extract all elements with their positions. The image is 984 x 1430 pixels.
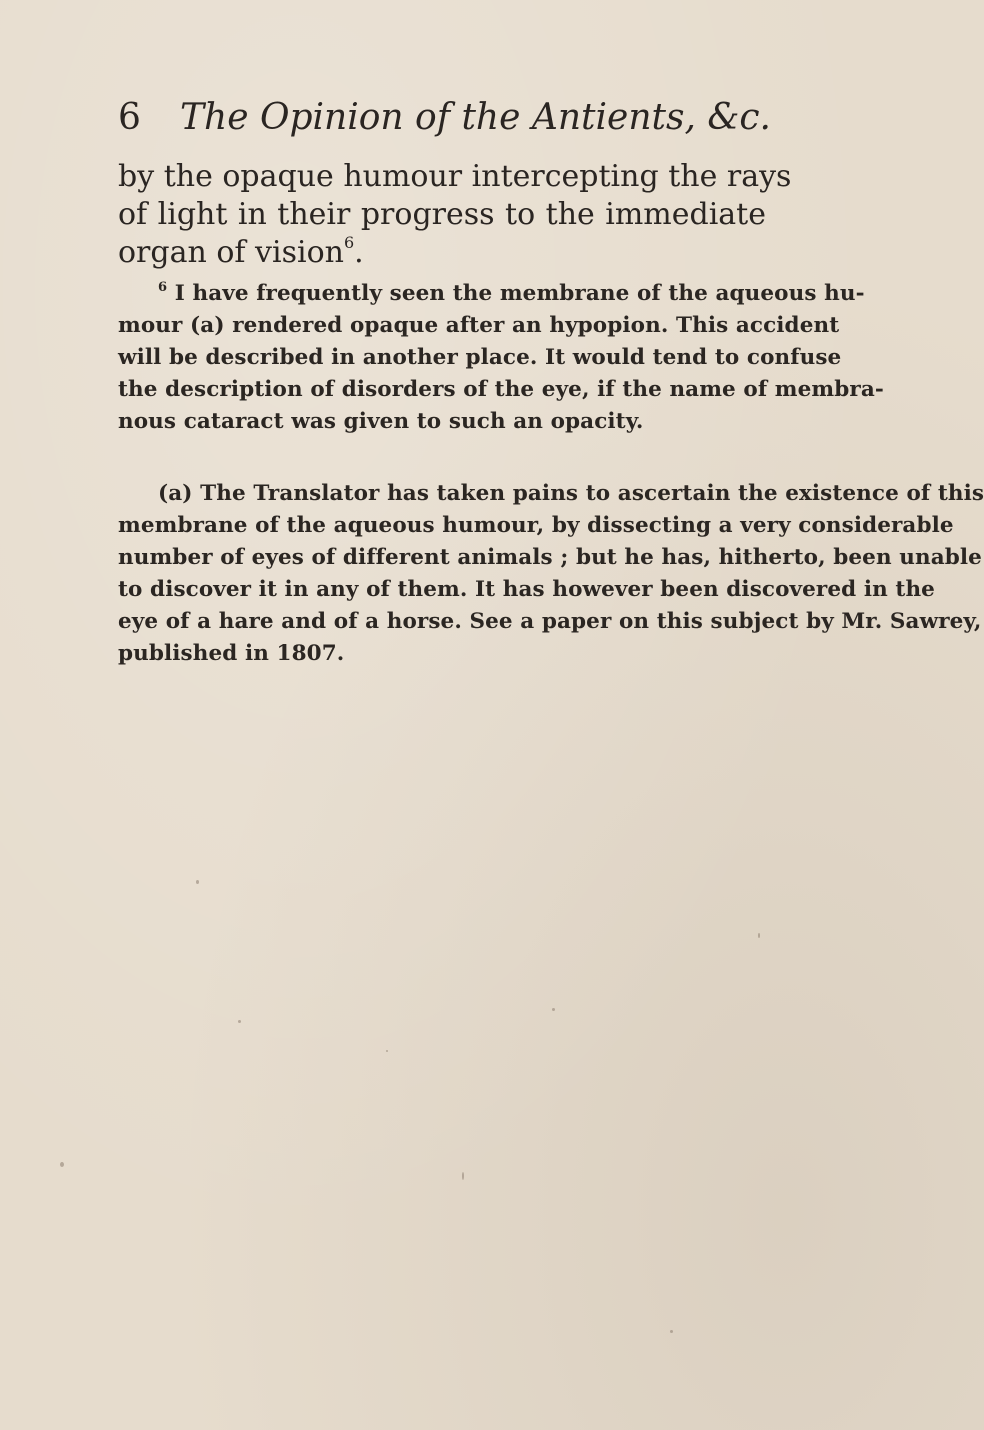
footnote-line: nous cataract was given to such an opacity. [118,409,644,434]
footnote-line [118,278,865,310]
note-line: (a) The Translator has taken pains to ascertain the existence of this [158,481,984,506]
footnote-6 [118,278,884,438]
footnote-line: the description of disorders of the eye, if the name of membra- [118,377,884,402]
end-punctuation: . [354,235,364,270]
translator-note [118,478,984,670]
footnote-line: will be described in another place. It would tend to confuse [118,345,842,370]
main-text-line [118,234,766,272]
main-text-line: by the opaque humour intercepting the rays [118,159,792,194]
paper-speck [552,1008,555,1011]
paper-speck [386,1050,388,1052]
running-head-title: The Opinion of the Antients, &c. [180,97,771,138]
footnote-mark: 6 [158,280,168,295]
page-number: 6 [118,97,141,138]
note-line: number of eyes of different animals ; but he has, hitherto, been unable [118,545,982,570]
paper-speck [758,933,760,938]
paper-speck [60,1162,64,1167]
main-text-line-content: organ of vision [118,235,344,270]
footnote-line: mour (a) rendered opaque after an hypopion. This accident [118,313,840,338]
paper-speck [462,1172,464,1180]
footnote-reference: 6 [343,233,355,252]
paper-speck [196,880,199,884]
note-line: to discover it in any of them. It has however been discovered in the [118,577,935,602]
note-line: membrane of the aqueous humour, by dissecting a very considerable [118,513,954,538]
note-line: eye of a hare and of a horse. See a paper on this subject by Mr. Sawrey, [118,609,982,634]
paper-speck [670,1330,673,1333]
main-text [118,158,792,272]
running-head [118,96,771,140]
footnote-line-content: I have frequently seen the membrane of the aqueous hu- [174,281,865,306]
paper-speck [238,1020,241,1023]
main-text-line: of light in their progress to the immediate [118,197,766,232]
note-line: published in 1807. [118,641,345,666]
